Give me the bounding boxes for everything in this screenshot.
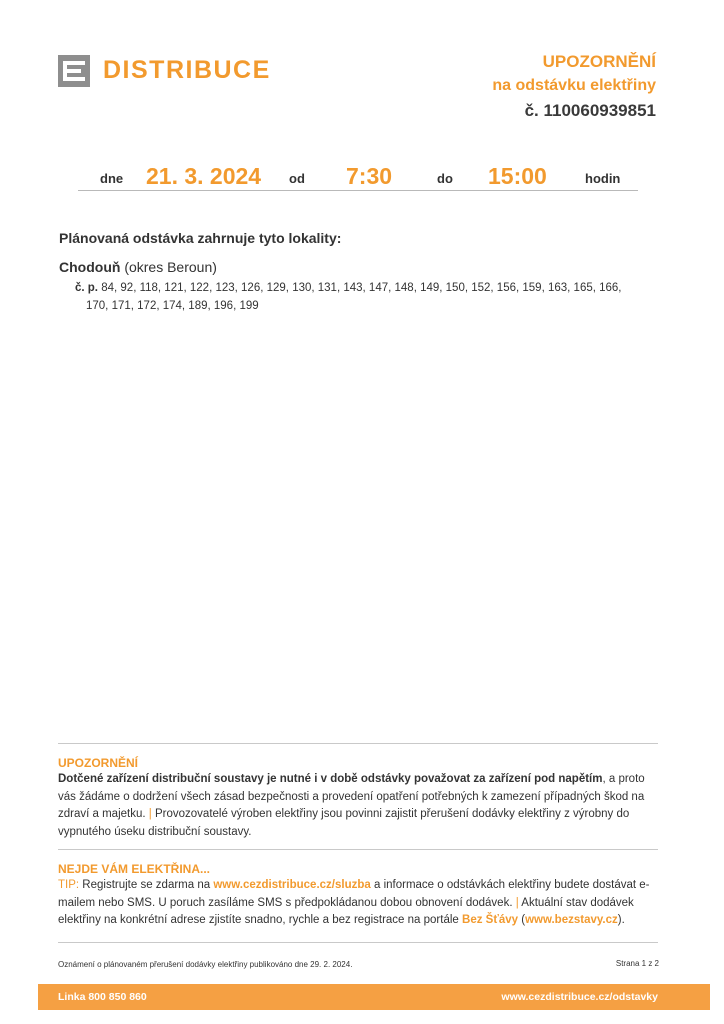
- outage-end-time: 15:00: [488, 163, 547, 189]
- section-divider: [58, 942, 658, 943]
- warning-bold-text: Dotčené zařízení distribuční soustavy je nutné i v době odstávky považovat za zařízení pod napětím: [58, 773, 603, 785]
- service-link[interactable]: www.cezdistribuce.cz/sluzba: [213, 879, 371, 891]
- locality-district: (okres Beroun): [124, 259, 217, 275]
- outages-website-link[interactable]: www.cezdistribuce.cz/odstavky: [501, 991, 658, 1003]
- notice-title: UPOZORNĚNÍ: [542, 52, 656, 71]
- publication-note: Oznámení o plánovaném přerušení dodávky elektřiny publikováno dne 29. 2. 2024.: [58, 960, 353, 969]
- locality-heading: [59, 259, 217, 275]
- house-numbers-line-1: 84, 92, 118, 121, 122, 123, 126, 129, 130, 131, 143, 147, 148, 149, 150, 152, 156, 159, 163, 165, 166,: [101, 282, 622, 294]
- no-power-text-3: Aktuální stav dodávek elektřiny na konkrétní adrese zjistíte snadno, rychle a bez registrace na portále: [58, 896, 634, 926]
- notice-number: č. 110060939851: [524, 101, 656, 120]
- no-power-text: [58, 877, 664, 930]
- hotline-number: Linka 800 850 860: [58, 991, 147, 1003]
- company-logo-icon: [58, 55, 90, 87]
- outage-start-time: 7:30: [346, 163, 393, 189]
- paren-close: ).: [617, 914, 625, 926]
- paren-open: (: [521, 914, 526, 926]
- brand-name: DISTRIBUCE: [103, 56, 271, 84]
- locality-name: Chodouň: [59, 259, 121, 275]
- to-label: do: [437, 171, 453, 186]
- warning-text-1: , a proto vás žádáme o dodržení všech zásad bezpečnosti a provedení opatření potřebných k zamezení případných škod na zdraví a majetku.: [58, 773, 645, 820]
- tip-label: TIP:: [58, 879, 80, 891]
- house-numbers: [75, 279, 655, 315]
- date-label: dne: [100, 171, 124, 186]
- schedule-divider: [78, 190, 638, 191]
- outage-date: 21. 3. 2024: [146, 163, 262, 189]
- localities-intro: Plánovaná odstávka zahrnuje tyto lokality:: [59, 230, 342, 246]
- hours-label: hodin: [585, 171, 621, 186]
- house-numbers-line-2: 170, 171, 172, 174, 189, 196, 199: [86, 300, 259, 312]
- warning-separator: |: [148, 808, 152, 820]
- section-divider: [58, 849, 658, 850]
- from-label: od: [289, 171, 305, 186]
- no-power-title: NEJDE VÁM ELEKTŘINA...: [58, 862, 211, 876]
- page-number: Strana 1 z 2: [615, 959, 659, 968]
- schedule-row: [78, 160, 638, 192]
- warning-text: [58, 771, 664, 841]
- no-power-text-1: Registrujte se zdarma na: [82, 879, 211, 891]
- house-numbers-label: č. p.: [75, 282, 99, 294]
- no-power-separator: |: [515, 896, 519, 909]
- notice-subtitle: na odstávku elektřiny: [492, 77, 656, 94]
- warning-text-2: Provozovatelé výroben elektřiny jsou povinni zajistit přerušení dodávky elektřiny z výrobny do vypnutého úseku distribuční soustavy.: [58, 808, 630, 838]
- no-power-text-2: a informace o odstávkách elektřiny budete dostávat e-mailem nebo SMS. U poruch zasíláme SMS s předpokládanou dobou obnovení dodávek.: [58, 879, 650, 909]
- warning-title: UPOZORNĚNÍ: [58, 756, 139, 770]
- bezstavy-link[interactable]: www.bezstavy.cz: [525, 914, 618, 926]
- portal-name: Bez Šťávy: [462, 914, 519, 926]
- section-divider: [58, 743, 658, 744]
